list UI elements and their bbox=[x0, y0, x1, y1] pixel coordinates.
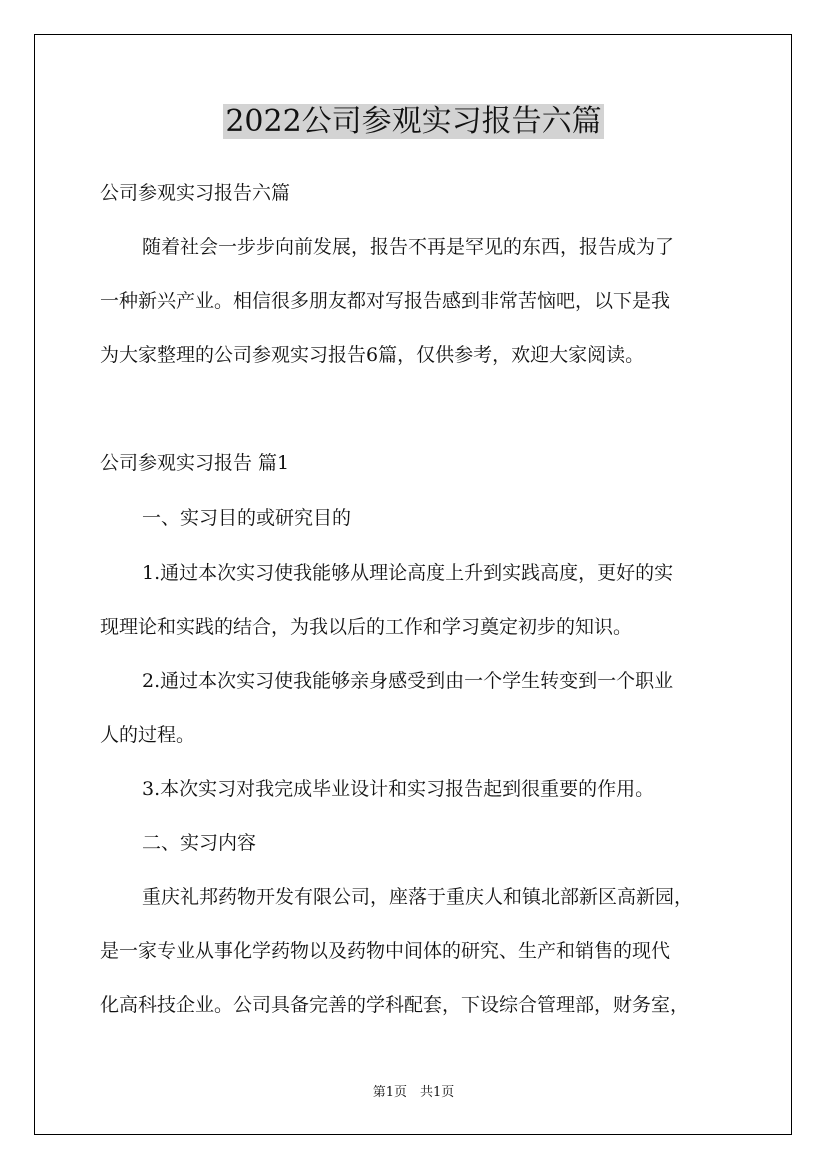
intro-line: 随着社会一步步向前发展，报告不再是罕见的东西，报告成为了 bbox=[142, 236, 675, 258]
paragraph-line: 1.通过本次实习使我能够从理论高度上升到实践高度，更好的实 bbox=[142, 562, 674, 584]
paragraph-line: 化高科技企业。公司具备完善的学科配套，下设综合管理部，财务室， bbox=[100, 994, 690, 1016]
page-number: 第1页 共1页 bbox=[372, 1085, 455, 1100]
part-heading: 一、实习目的或研究目的 bbox=[142, 507, 352, 529]
paragraph-line: 现理论和实践的结合，为我以后的工作和学习奠定初步的知识。 bbox=[100, 616, 633, 638]
paragraph-line: 3.本次实习对我完成毕业设计和实习报告起到很重要的作用。 bbox=[142, 778, 655, 800]
document-title: 2022公司参观实习报告六篇 bbox=[225, 104, 602, 139]
paragraph-line: 2.通过本次实习使我能够亲身感受到由一个学生转变到一个职业 bbox=[142, 670, 674, 692]
paragraph-line: 是一家专业从事化学药物以及药物中间体的研究、生产和销售的现代 bbox=[100, 940, 671, 962]
paragraph-line: 人的过程。 bbox=[100, 724, 196, 746]
part-heading: 二、实习内容 bbox=[142, 832, 257, 854]
paragraph-line: 重庆礼邦药物开发有限公司，座落于重庆人和镇北部新区高新园， bbox=[142, 886, 694, 908]
intro-line: 一种新兴产业。相信很多朋友都对写报告感到非常苦恼吧，以下是我 bbox=[100, 290, 671, 312]
subtitle: 公司参观实习报告六篇 bbox=[100, 182, 291, 204]
intro-line: 为大家整理的公司参观实习报告6篇，仅供参考，欢迎大家阅读。 bbox=[100, 344, 645, 366]
section-heading: 公司参观实习报告 篇1 bbox=[100, 452, 290, 474]
